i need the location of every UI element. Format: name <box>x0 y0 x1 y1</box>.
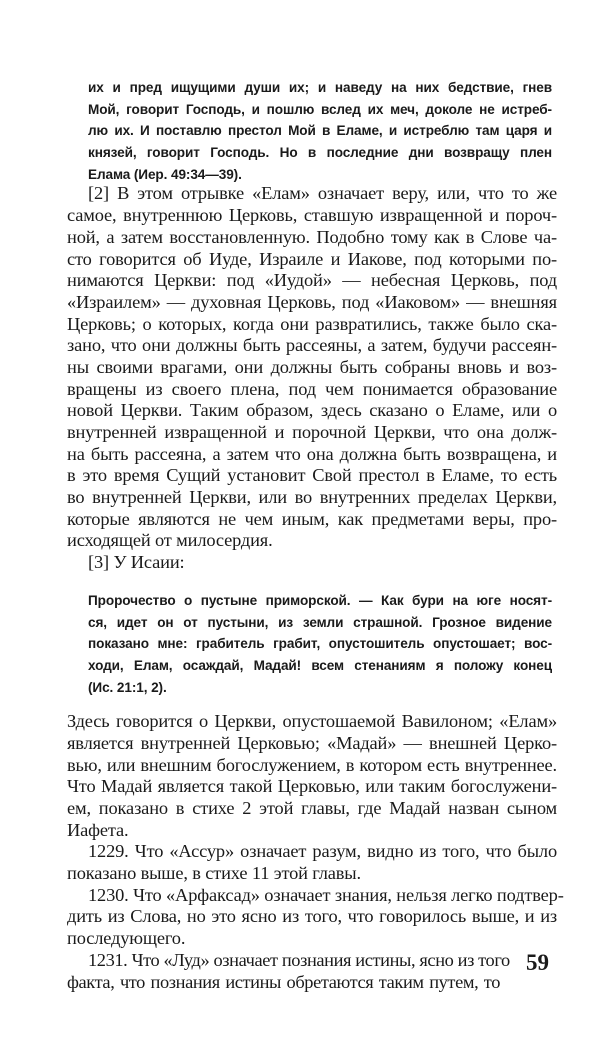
quote-line: Пророчество о пустыне приморской. — Как бури на юге носят- <box>88 592 552 608</box>
text-line: Что Мадай является такой Церковью, или таким богослужени- <box>67 776 557 797</box>
text-line: 1230. Что «Арфаксад» означает знания, нельзя легко подтвер- <box>88 884 564 905</box>
text-line: зано, что они должны быть рассеяны, а затем, будучи рассеян- <box>67 335 557 356</box>
text-line: самое, внутреннюю Церковь, ставшую извращенной и пороч- <box>67 205 557 226</box>
text-line: дить из Слова, но это ясно из того, что говорилось выше, и из <box>67 906 557 927</box>
text-line: Церковь; о которых, когда они развратились, также было ска- <box>67 313 557 334</box>
text-line: Иафета. <box>67 819 129 840</box>
paragraph <box>0 841 600 884</box>
text-line: показано выше, в стихе 11 этой главы. <box>67 863 361 884</box>
quote-line: показано мне: грабитель грабит, опустошитель опустошает; вос- <box>88 636 552 652</box>
text-line: ной, а затем восстановленную. Подобно тому как в Слове ча- <box>67 226 557 247</box>
text-line: во внутренней Церкви, или во внутренних пределах Церкви, <box>67 487 557 508</box>
text-line: на быть рассеяна, а затем что она должна быть возвращена, и <box>67 443 557 464</box>
quote-line: князей, говорит Господь. Но в последние дни возвращу плен <box>88 145 552 161</box>
text-line: ны своими врагами, они должны быть собраны вновь и воз- <box>67 356 557 377</box>
book-page <box>0 77 600 993</box>
text-line: последующего. <box>67 928 186 949</box>
text-line: ем, показано в стихе 2 этой главы, где Мадай назван сыном <box>67 798 557 818</box>
quote-line: лю их. И поставлю престол Мой в Еламе, и истреблю там царя и <box>88 123 552 139</box>
quote-line: их и пред ищущими души их; и наведу на них бедствие, гнев <box>88 80 552 95</box>
text-line: исходящей от милосердия. <box>67 530 273 551</box>
page-number: 59 <box>526 950 549 975</box>
text-line: Здесь говорится о Церкви, опустошаемой Вавилоном; «Елам» <box>67 711 557 732</box>
commentary-section-1 <box>0 183 600 573</box>
text-line: [3] У Исаии: <box>88 552 185 573</box>
quote-line: Мой, говорит Господь, и пошлю вслед их меч, доколе не истреб- <box>88 101 552 117</box>
quote-line: (Ис. 21:1, 2). <box>88 679 167 695</box>
paragraph <box>0 950 600 993</box>
quote-line: Елама (Иер. 49:34—39). <box>88 166 242 182</box>
text-line: 1231. Что «Луд» означает познания истины, ясно из того <box>88 949 510 970</box>
text-line: «Израилем» — духовная Церковь, под «Иаковом» — внешняя <box>67 291 557 312</box>
text-line: вращены из своего плена, под чем понимается образование <box>67 378 557 399</box>
text-line: в это время Сущий установит Свой престол в Еламе, то есть <box>67 465 557 486</box>
quote-line: ся, идет он от пустыни, из земли страшной. Грозное видение <box>88 614 552 630</box>
scripture-quote-jeremiah <box>0 77 600 185</box>
text-line: [2] В этом отрывке «Елам» означает веру, или, что то же <box>88 183 557 204</box>
text-line: сто говорится об Иуде, Израиле и Иакове, под которыми по- <box>67 248 557 269</box>
text-line: внутренней извращенной и порочной Церкви, что она долж- <box>67 422 557 442</box>
text-line: вью, или внешним богослужением, в котором есть внутреннее. <box>67 754 557 775</box>
paragraph <box>0 885 600 950</box>
scripture-quote-isaiah <box>0 590 600 698</box>
paragraph <box>0 552 600 574</box>
paragraph <box>0 183 600 552</box>
commentary-section-2 <box>0 711 600 993</box>
text-line: которые являются не чем иным, как предметами веры, про- <box>67 508 557 529</box>
text-line: нимаются Церкви: под «Иудой» — небесная Церковь, под <box>67 270 557 291</box>
text-line: 1229. Что «Ассур» означает разум, видно из того, что было <box>88 841 557 862</box>
text-line: новой Церкви. Таким образом, здесь сказано о Еламе, или о <box>67 400 557 421</box>
text-line: факта, что познания истины обретаются таким путем, то <box>67 971 500 992</box>
quote-line: ходи, Елам, осаждай, Мадай! всем стенаниям я положу конец <box>88 657 552 673</box>
text-line: является внутренней Церковью; «Мадай» — внешней Церко- <box>67 732 557 753</box>
paragraph <box>0 711 600 841</box>
